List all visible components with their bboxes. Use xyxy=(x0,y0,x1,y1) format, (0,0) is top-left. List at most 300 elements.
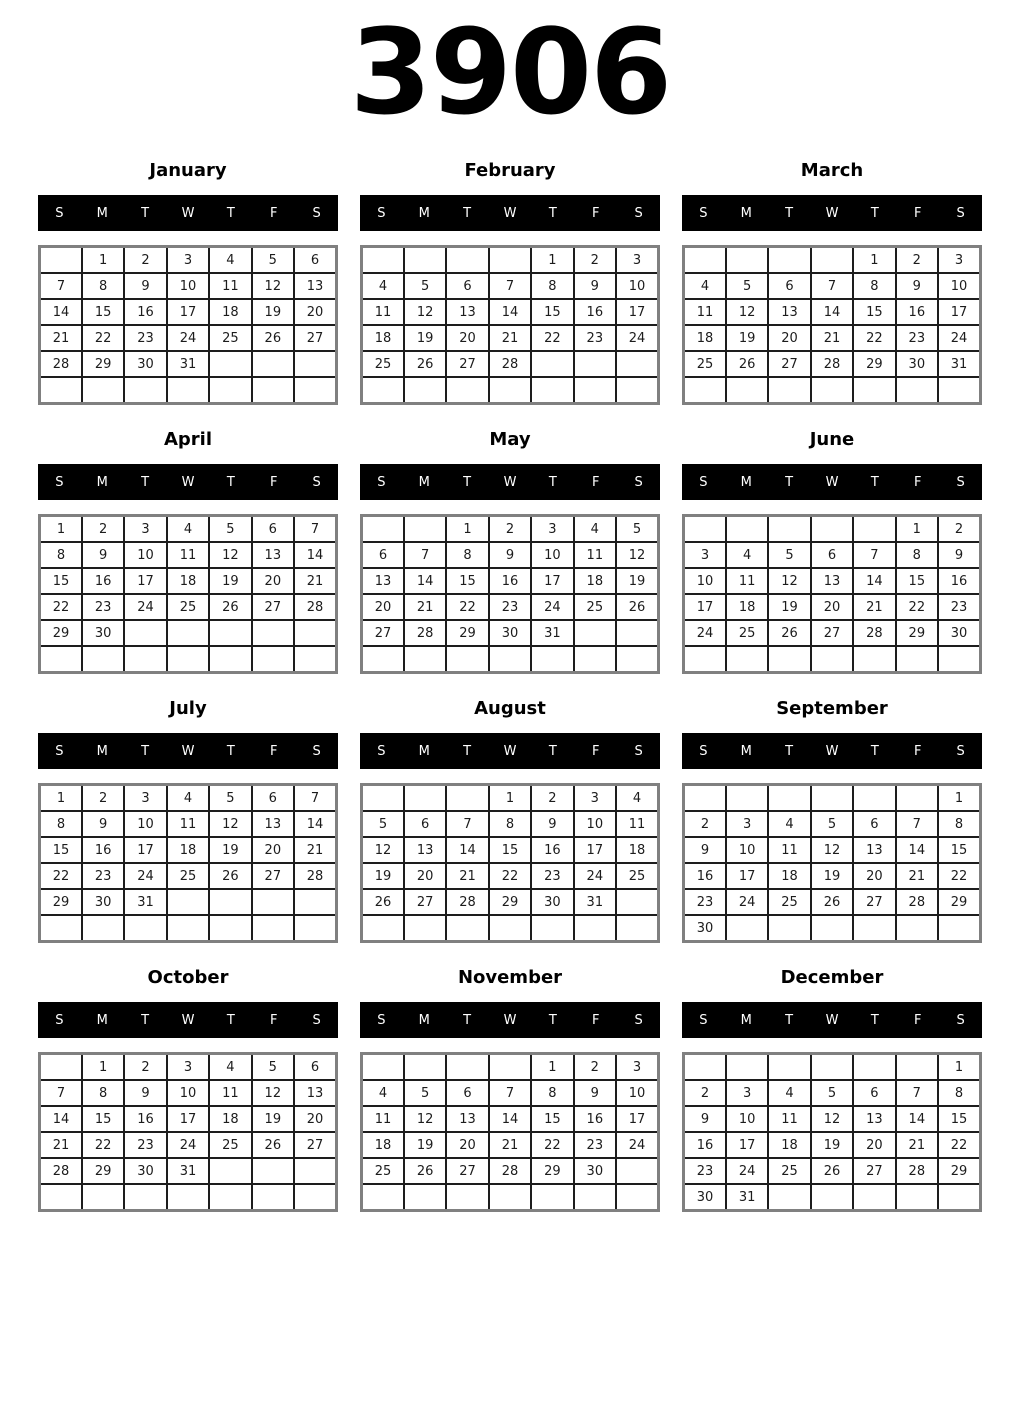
weekday-label: S xyxy=(956,743,965,759)
month-block xyxy=(360,160,660,405)
empty-day-cell xyxy=(124,1184,166,1211)
day-cell: 18 xyxy=(768,1132,810,1158)
day-cell: 22 xyxy=(489,863,531,889)
day-cell: 23 xyxy=(574,1132,616,1158)
empty-day-cell xyxy=(209,915,251,942)
weekday-label: S xyxy=(55,743,64,759)
day-cell: 17 xyxy=(167,299,209,325)
week-row xyxy=(40,1132,337,1158)
day-cell: 30 xyxy=(82,889,124,915)
day-cell: 11 xyxy=(167,811,209,837)
weekday-label: T xyxy=(141,743,150,759)
day-cell: 22 xyxy=(853,325,895,351)
year-title: 3906 xyxy=(349,3,671,141)
day-cell: 11 xyxy=(574,542,616,568)
weekday-label: S xyxy=(377,1012,386,1028)
empty-day-cell xyxy=(531,915,573,942)
empty-day-cell xyxy=(209,646,251,673)
day-cell: 20 xyxy=(294,1106,336,1132)
empty-day-cell xyxy=(726,247,768,274)
week-row xyxy=(362,811,659,837)
week-row xyxy=(684,247,981,274)
day-cell: 10 xyxy=(726,1106,768,1132)
weekday-label: M xyxy=(740,1012,752,1028)
day-cell: 24 xyxy=(616,1132,658,1158)
day-cell: 26 xyxy=(768,620,810,646)
day-cell: 21 xyxy=(40,325,82,351)
day-cell: 17 xyxy=(574,837,616,863)
empty-day-cell xyxy=(167,915,209,942)
day-cell: 30 xyxy=(489,620,531,646)
month-title: June xyxy=(809,429,855,450)
empty-day-cell xyxy=(404,516,446,543)
weekday-label: S xyxy=(956,474,965,490)
day-cell: 2 xyxy=(489,516,531,543)
day-cell: 3 xyxy=(726,1080,768,1106)
weekday-label: M xyxy=(418,474,430,490)
day-cell: 12 xyxy=(768,568,810,594)
weekday-label: M xyxy=(96,205,108,221)
empty-day-cell xyxy=(82,1184,124,1211)
day-cell: 19 xyxy=(252,299,294,325)
week-row xyxy=(40,273,337,299)
weekday-label: S xyxy=(956,1012,965,1028)
empty-day-cell xyxy=(252,1184,294,1211)
month-block xyxy=(360,429,660,674)
empty-day-cell xyxy=(252,915,294,942)
day-cell: 5 xyxy=(362,811,404,837)
day-cell: 13 xyxy=(294,273,336,299)
weekday-header-bar xyxy=(38,733,338,769)
day-cell: 6 xyxy=(446,273,488,299)
day-cell: 13 xyxy=(404,837,446,863)
day-cell: 20 xyxy=(853,863,895,889)
day-cell: 2 xyxy=(574,247,616,274)
day-cell: 7 xyxy=(404,542,446,568)
day-cell: 3 xyxy=(124,785,166,812)
day-cell: 11 xyxy=(362,299,404,325)
empty-day-cell xyxy=(726,646,768,673)
day-cell: 29 xyxy=(489,889,531,915)
day-cell: 25 xyxy=(574,594,616,620)
day-cell: 17 xyxy=(531,568,573,594)
week-row xyxy=(362,377,659,404)
empty-day-cell xyxy=(531,646,573,673)
day-cell: 21 xyxy=(811,325,853,351)
weekday-label: F xyxy=(591,205,600,221)
weekday-label: S xyxy=(956,205,965,221)
day-cell: 11 xyxy=(768,1106,810,1132)
day-cell: 14 xyxy=(853,568,895,594)
week-row xyxy=(40,1158,337,1184)
day-cell: 6 xyxy=(252,516,294,543)
empty-day-cell xyxy=(294,351,336,377)
week-row xyxy=(362,273,659,299)
week-row xyxy=(40,863,337,889)
day-cell: 10 xyxy=(938,273,980,299)
day-cell: 11 xyxy=(167,542,209,568)
day-cell: 16 xyxy=(684,863,726,889)
weekday-label: S xyxy=(634,205,643,221)
weekday-header-bar xyxy=(682,1002,982,1038)
weekday-label: T xyxy=(463,474,472,490)
day-cell: 31 xyxy=(167,1158,209,1184)
day-cell: 13 xyxy=(853,1106,895,1132)
week-row xyxy=(362,351,659,377)
day-cell: 3 xyxy=(684,542,726,568)
empty-day-cell xyxy=(82,377,124,404)
week-row xyxy=(362,516,659,543)
day-cell: 26 xyxy=(362,889,404,915)
empty-day-cell xyxy=(768,646,810,673)
weekday-label: W xyxy=(181,205,195,221)
day-cell: 11 xyxy=(684,299,726,325)
empty-day-cell xyxy=(252,351,294,377)
day-cell: 6 xyxy=(768,273,810,299)
empty-day-cell xyxy=(684,377,726,404)
day-cell: 1 xyxy=(853,247,895,274)
day-cell: 15 xyxy=(853,299,895,325)
day-cell: 22 xyxy=(40,594,82,620)
day-cell: 2 xyxy=(124,1054,166,1081)
weekday-label: M xyxy=(96,474,108,490)
weekday-label: S xyxy=(312,1012,321,1028)
day-cell: 1 xyxy=(531,1054,573,1081)
day-cell: 6 xyxy=(294,247,336,274)
week-row xyxy=(40,568,337,594)
weekday-label: T xyxy=(548,474,557,490)
day-cell: 31 xyxy=(938,351,980,377)
empty-day-cell xyxy=(726,915,768,942)
empty-day-cell xyxy=(938,1184,980,1211)
weekday-label: T xyxy=(548,205,557,221)
weekday-label: W xyxy=(503,474,517,490)
calendar-grid xyxy=(360,514,660,674)
empty-day-cell xyxy=(684,247,726,274)
day-cell: 20 xyxy=(294,299,336,325)
day-cell: 4 xyxy=(768,1080,810,1106)
day-cell: 8 xyxy=(853,273,895,299)
weekday-header-bar xyxy=(682,733,982,769)
empty-day-cell xyxy=(362,516,404,543)
day-cell: 25 xyxy=(768,889,810,915)
day-cell: 7 xyxy=(294,785,336,812)
day-cell: 25 xyxy=(362,351,404,377)
empty-day-cell xyxy=(574,1184,616,1211)
week-row xyxy=(40,915,337,942)
empty-day-cell xyxy=(853,646,895,673)
empty-day-cell xyxy=(768,247,810,274)
day-cell: 28 xyxy=(896,889,938,915)
month-block xyxy=(682,698,982,943)
weekday-label: F xyxy=(913,205,922,221)
day-cell: 25 xyxy=(167,594,209,620)
week-row xyxy=(40,889,337,915)
week-row xyxy=(684,1184,981,1211)
day-cell: 22 xyxy=(938,1132,980,1158)
empty-day-cell xyxy=(489,915,531,942)
weekday-label: F xyxy=(913,474,922,490)
weekday-header-bar xyxy=(360,733,660,769)
week-row xyxy=(362,915,659,942)
day-cell: 20 xyxy=(252,837,294,863)
day-cell: 17 xyxy=(938,299,980,325)
weekday-label: T xyxy=(870,205,879,221)
day-cell: 28 xyxy=(489,351,531,377)
weekday-header-bar xyxy=(360,464,660,500)
day-cell: 23 xyxy=(124,325,166,351)
week-row xyxy=(40,351,337,377)
day-cell: 22 xyxy=(938,863,980,889)
calendar-grid xyxy=(682,514,982,674)
empty-day-cell xyxy=(209,1184,251,1211)
weekday-label: T xyxy=(785,1012,794,1028)
day-cell: 5 xyxy=(811,811,853,837)
day-cell: 31 xyxy=(574,889,616,915)
day-cell: 13 xyxy=(446,299,488,325)
weekday-label: T xyxy=(548,1012,557,1028)
day-cell: 9 xyxy=(938,542,980,568)
week-row xyxy=(684,811,981,837)
month-title: March xyxy=(800,160,864,181)
day-cell: 28 xyxy=(40,1158,82,1184)
week-row xyxy=(40,325,337,351)
empty-day-cell xyxy=(938,377,980,404)
empty-day-cell xyxy=(896,377,938,404)
weekday-label: S xyxy=(699,474,708,490)
weekday-label: F xyxy=(269,205,278,221)
day-cell: 31 xyxy=(124,889,166,915)
day-cell: 19 xyxy=(811,1132,853,1158)
week-row xyxy=(684,915,981,942)
day-cell: 2 xyxy=(82,785,124,812)
day-cell: 30 xyxy=(124,1158,166,1184)
month-title: July xyxy=(169,698,207,719)
empty-day-cell xyxy=(446,1054,488,1081)
empty-day-cell xyxy=(811,377,853,404)
weekday-label: F xyxy=(269,474,278,490)
week-row xyxy=(40,299,337,325)
day-cell: 14 xyxy=(896,1106,938,1132)
day-cell: 26 xyxy=(252,325,294,351)
empty-day-cell xyxy=(40,646,82,673)
week-row xyxy=(362,1106,659,1132)
day-cell: 21 xyxy=(489,325,531,351)
calendar-grid xyxy=(360,245,660,405)
weekday-label: W xyxy=(503,1012,517,1028)
day-cell: 9 xyxy=(684,837,726,863)
day-cell: 20 xyxy=(853,1132,895,1158)
day-cell: 20 xyxy=(404,863,446,889)
day-cell: 28 xyxy=(489,1158,531,1184)
day-cell: 8 xyxy=(40,811,82,837)
month-block xyxy=(38,698,338,943)
day-cell: 12 xyxy=(811,1106,853,1132)
weekday-label: T xyxy=(226,743,235,759)
week-row xyxy=(362,1158,659,1184)
day-cell: 26 xyxy=(209,863,251,889)
day-cell: 15 xyxy=(446,568,488,594)
empty-day-cell xyxy=(616,646,658,673)
empty-day-cell xyxy=(853,1184,895,1211)
empty-day-cell xyxy=(531,351,573,377)
day-cell: 5 xyxy=(768,542,810,568)
day-cell: 25 xyxy=(684,351,726,377)
day-cell: 22 xyxy=(531,325,573,351)
calendar-grid xyxy=(682,1052,982,1212)
weekday-header-bar xyxy=(682,195,982,231)
day-cell: 7 xyxy=(896,1080,938,1106)
day-cell: 12 xyxy=(404,299,446,325)
day-cell: 9 xyxy=(124,273,166,299)
week-row xyxy=(684,785,981,812)
day-cell: 15 xyxy=(82,299,124,325)
day-cell: 18 xyxy=(684,325,726,351)
calendar-grid xyxy=(38,1052,338,1212)
month-block xyxy=(682,967,982,1212)
weekday-label: W xyxy=(503,743,517,759)
day-cell: 24 xyxy=(726,1158,768,1184)
week-row xyxy=(40,247,337,274)
empty-day-cell xyxy=(167,646,209,673)
empty-day-cell xyxy=(853,785,895,812)
empty-day-cell xyxy=(616,889,658,915)
empty-day-cell xyxy=(124,620,166,646)
weekday-label: W xyxy=(181,1012,195,1028)
day-cell: 12 xyxy=(616,542,658,568)
month-title: August xyxy=(474,698,546,719)
day-cell: 21 xyxy=(446,863,488,889)
day-cell: 4 xyxy=(167,516,209,543)
weekday-label: M xyxy=(740,205,752,221)
day-cell: 22 xyxy=(82,325,124,351)
day-cell: 1 xyxy=(82,247,124,274)
weekday-label: M xyxy=(418,743,430,759)
day-cell: 7 xyxy=(40,1080,82,1106)
day-cell: 7 xyxy=(294,516,336,543)
empty-day-cell xyxy=(294,1184,336,1211)
day-cell: 29 xyxy=(531,1158,573,1184)
calendar-grid xyxy=(38,514,338,674)
day-cell: 5 xyxy=(209,785,251,812)
day-cell: 12 xyxy=(726,299,768,325)
day-cell: 1 xyxy=(489,785,531,812)
day-cell: 11 xyxy=(726,568,768,594)
day-cell: 17 xyxy=(684,594,726,620)
day-cell: 25 xyxy=(362,1158,404,1184)
day-cell: 29 xyxy=(40,620,82,646)
day-cell: 14 xyxy=(489,299,531,325)
day-cell: 17 xyxy=(726,863,768,889)
week-row xyxy=(684,377,981,404)
calendar-grid xyxy=(682,783,982,943)
day-cell: 30 xyxy=(938,620,980,646)
day-cell: 28 xyxy=(896,1158,938,1184)
day-cell: 18 xyxy=(209,299,251,325)
day-cell: 26 xyxy=(726,351,768,377)
weekday-label: S xyxy=(634,474,643,490)
day-cell: 20 xyxy=(811,594,853,620)
empty-day-cell xyxy=(616,1158,658,1184)
weekday-label: S xyxy=(312,743,321,759)
weekday-label: T xyxy=(785,474,794,490)
empty-day-cell xyxy=(726,1054,768,1081)
day-cell: 4 xyxy=(362,273,404,299)
empty-day-cell xyxy=(896,1054,938,1081)
day-cell: 11 xyxy=(616,811,658,837)
day-cell: 11 xyxy=(209,273,251,299)
empty-day-cell xyxy=(362,1054,404,1081)
day-cell: 28 xyxy=(294,863,336,889)
calendar-grid xyxy=(38,245,338,405)
week-row xyxy=(684,325,981,351)
empty-day-cell xyxy=(209,620,251,646)
day-cell: 6 xyxy=(811,542,853,568)
week-row xyxy=(362,568,659,594)
day-cell: 7 xyxy=(40,273,82,299)
empty-day-cell xyxy=(853,1054,895,1081)
week-row xyxy=(684,863,981,889)
day-cell: 6 xyxy=(853,1080,895,1106)
day-cell: 5 xyxy=(252,1054,294,1081)
day-cell: 10 xyxy=(616,273,658,299)
empty-day-cell xyxy=(768,516,810,543)
day-cell: 10 xyxy=(726,837,768,863)
day-cell: 24 xyxy=(531,594,573,620)
day-cell: 24 xyxy=(124,594,166,620)
week-row xyxy=(684,542,981,568)
day-cell: 8 xyxy=(938,1080,980,1106)
day-cell: 27 xyxy=(853,1158,895,1184)
day-cell: 6 xyxy=(853,811,895,837)
day-cell: 15 xyxy=(82,1106,124,1132)
day-cell: 22 xyxy=(531,1132,573,1158)
day-cell: 27 xyxy=(362,620,404,646)
empty-day-cell xyxy=(40,377,82,404)
empty-day-cell xyxy=(811,785,853,812)
day-cell: 16 xyxy=(574,1106,616,1132)
weekday-label: T xyxy=(226,205,235,221)
day-cell: 27 xyxy=(252,863,294,889)
empty-day-cell xyxy=(853,516,895,543)
day-cell: 14 xyxy=(294,542,336,568)
day-cell: 29 xyxy=(938,889,980,915)
day-cell: 29 xyxy=(82,351,124,377)
month-title: April xyxy=(163,429,213,450)
empty-day-cell xyxy=(684,646,726,673)
week-row xyxy=(40,1106,337,1132)
day-cell: 16 xyxy=(531,837,573,863)
day-cell: 15 xyxy=(489,837,531,863)
day-cell: 24 xyxy=(574,863,616,889)
empty-day-cell xyxy=(404,915,446,942)
empty-day-cell xyxy=(362,646,404,673)
day-cell: 23 xyxy=(574,325,616,351)
empty-day-cell xyxy=(446,247,488,274)
empty-day-cell xyxy=(616,915,658,942)
week-row xyxy=(684,594,981,620)
empty-day-cell xyxy=(726,516,768,543)
week-row xyxy=(40,377,337,404)
day-cell: 8 xyxy=(40,542,82,568)
month-block xyxy=(38,967,338,1212)
empty-day-cell xyxy=(294,377,336,404)
day-cell: 25 xyxy=(167,863,209,889)
calendar-grid xyxy=(682,245,982,405)
week-row xyxy=(40,1054,337,1081)
empty-day-cell xyxy=(82,646,124,673)
day-cell: 15 xyxy=(531,299,573,325)
